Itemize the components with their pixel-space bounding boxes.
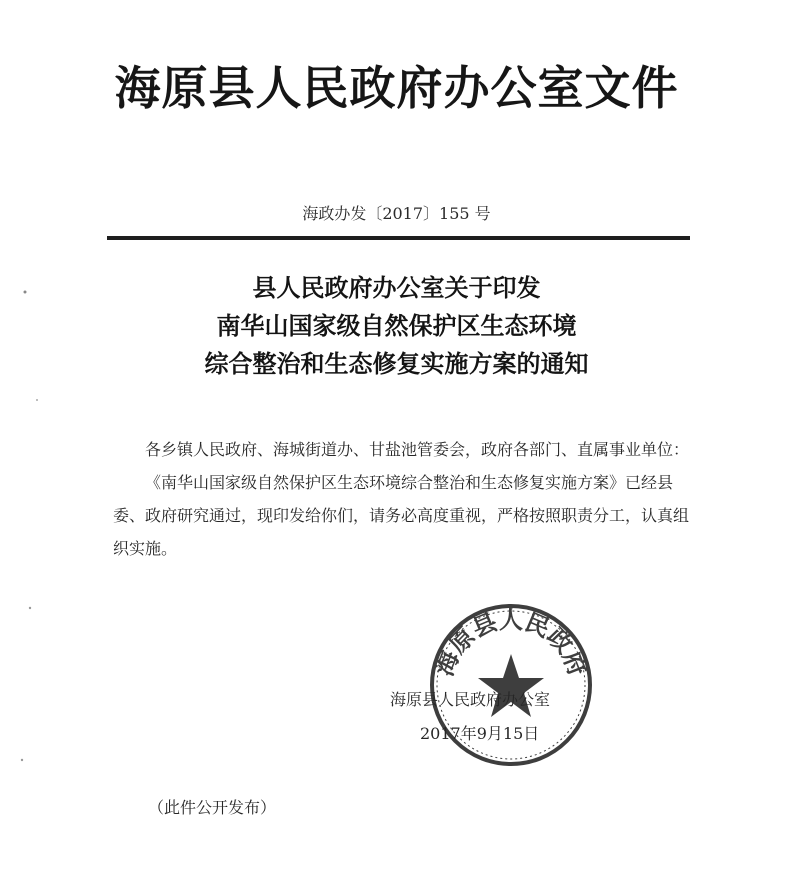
signature-date: 2017年9月15日 <box>420 724 540 743</box>
notice-title-line-2: 南华山国家级自然保护区生态环境 <box>216 312 577 340</box>
signature-organization: 海原县人民政府办公室 <box>390 690 551 709</box>
publication-note: （此件公开发布） <box>148 798 277 817</box>
notice-title-line-1: 县人民政府办公室关于印发 <box>252 274 541 302</box>
document-number: 海政办发〔2017〕155 号 <box>302 204 491 223</box>
notice-title <box>0 269 793 383</box>
svg-text:海原县人民政府: 海原县人民政府 <box>429 605 593 680</box>
issuer-title: 海原县人民政府办公室文件 <box>114 61 679 115</box>
notice-body <box>113 433 698 565</box>
notice-title-line-3: 综合整治和生态修复实施方案的通知 <box>204 350 589 378</box>
body-paragraph: 《南华山国家级自然保护区生态环境综合整治和生态修复实施方案》已经县委、政府研究通过，现印发给你们，请务必高度重视，严格按照职责分工，认真组织实施。 <box>113 473 690 558</box>
recipients-line: 各乡镇人民政府、海城街道办、甘盐池管委会，政府各部门、直属事业单位： <box>145 440 690 459</box>
header-divider <box>107 236 690 240</box>
